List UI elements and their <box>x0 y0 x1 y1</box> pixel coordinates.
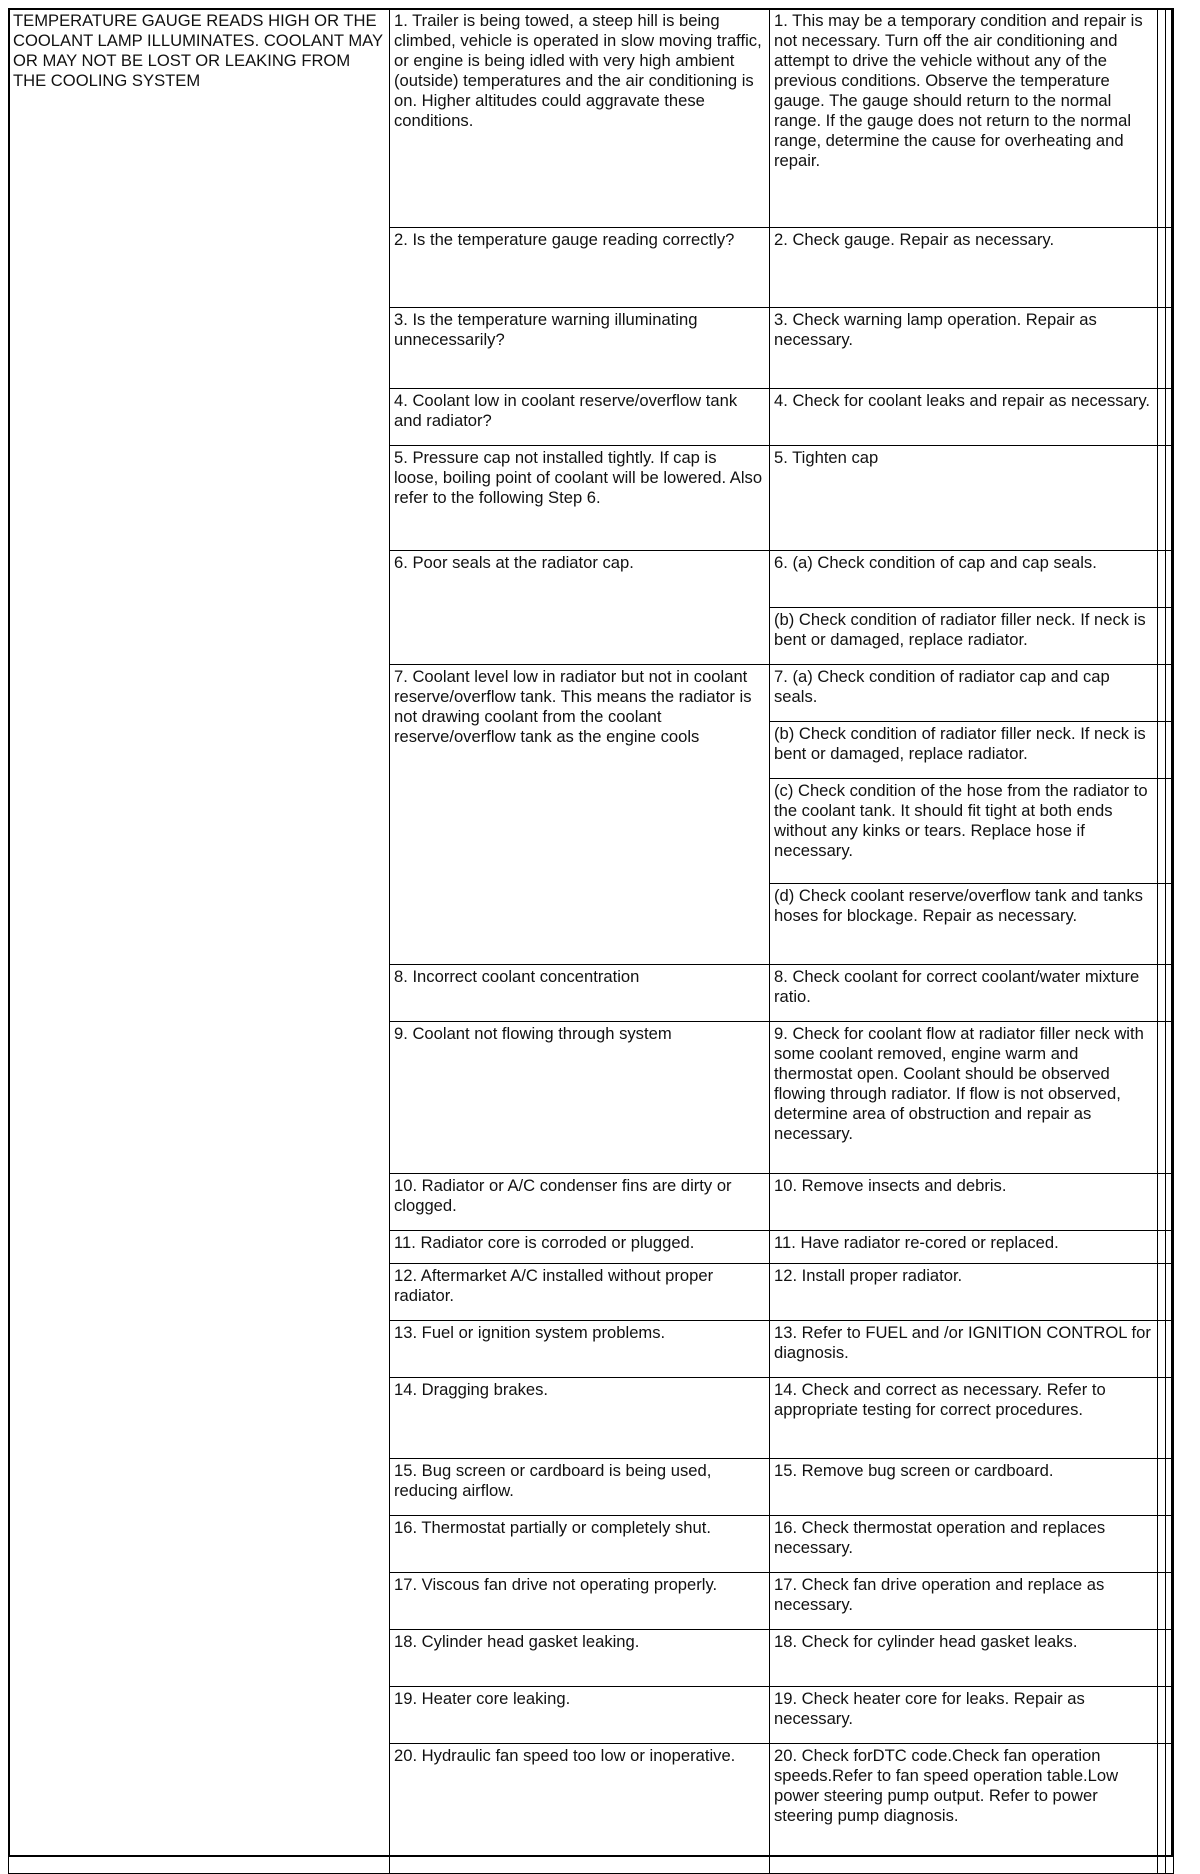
cause-cell: 16. Thermostat partially or completely shut. <box>390 1516 770 1573</box>
cause-cell: 12. Aftermarket A/C installed without proper radiator. <box>390 1264 770 1321</box>
action-cell: 13. Refer to FUEL and /or IGNITION CONTROL for diagnosis. <box>770 1321 1158 1378</box>
action-cell: (d) Check coolant reserve/overflow tank and tanks hoses for blockage. Repair as necessary. <box>770 884 1158 965</box>
cause-cell: 15. Bug screen or cardboard is being used, reducing airflow. <box>390 1459 770 1516</box>
action-cell: 20. Check forDTC code.Check fan operation speeds.Refer to fan speed operation table.Low power steering pump output. Refer to power steering pump diagnosis. <box>770 1744 1158 1874</box>
action-cell: (c) Check condition of the hose from the radiator to the coolant tank. It should fit tight at both ends without any kinks or tears. Replace hose if necessary. <box>770 779 1158 884</box>
cause-cell: 13. Fuel or ignition system problems. <box>390 1321 770 1378</box>
cause-cell: 19. Heater core leaking. <box>390 1687 770 1744</box>
cause-cell: 6. Poor seals at the radiator cap. <box>390 551 770 665</box>
action-cell: 7. (a) Check condition of radiator cap and cap seals. <box>770 665 1158 722</box>
action-cell: 16. Check thermostat operation and replaces necessary. <box>770 1516 1158 1573</box>
action-cell: 11. Have radiator re-cored or replaced. <box>770 1231 1158 1264</box>
cause-cell: 17. Viscous fan drive not operating properly. <box>390 1573 770 1630</box>
cause-cell: 3. Is the temperature warning illuminating unnecessarily? <box>390 308 770 389</box>
action-cell: 4. Check for coolant leaks and repair as necessary. <box>770 389 1158 446</box>
action-cell: (b) Check condition of radiator filler neck. If neck is bent or damaged, replace radiator. <box>770 722 1158 779</box>
action-cell: 6. (a) Check condition of cap and cap seals. <box>770 551 1158 608</box>
cause-cell: 11. Radiator core is corroded or plugged. <box>390 1231 770 1264</box>
cause-cell: 10. Radiator or A/C condenser fins are dirty or clogged. <box>390 1174 770 1231</box>
action-cell: 8. Check coolant for correct coolant/water mixture ratio. <box>770 965 1158 1022</box>
action-cell: 1. This may be a temporary condition and repair is not necessary. Turn off the air conditioning and attempt to drive the vehicle without any of the previous conditions. Observe the temperature gauge. The gauge should return to the normal range. If the gauge does not return to the normal range, determine the cause for overheating and repair. <box>770 9 1158 228</box>
action-cell: 14. Check and correct as necessary. Refer to appropriate testing for correct procedures. <box>770 1378 1158 1459</box>
action-cell: 19. Check heater core for leaks. Repair as necessary. <box>770 1687 1158 1744</box>
action-cell: 12. Install proper radiator. <box>770 1264 1158 1321</box>
action-cell: 18. Check for cylinder head gasket leaks. <box>770 1630 1158 1687</box>
action-cell: 15. Remove bug screen or cardboard. <box>770 1459 1158 1516</box>
action-cell: 17. Check fan drive operation and replace as necessary. <box>770 1573 1158 1630</box>
action-cell: 10. Remove insects and debris. <box>770 1174 1158 1231</box>
cause-cell: 2. Is the temperature gauge reading correctly? <box>390 228 770 308</box>
symptom-cell: TEMPERATURE GAUGE READS HIGH OR THE COOLANT LAMP ILLUMINATES. COOLANT MAY OR MAY NOT BE LOST OR LEAKING FROM THE COOLING SYSTEM <box>9 9 390 1874</box>
cause-cell: 14. Dragging brakes. <box>390 1378 770 1459</box>
outer-border <box>8 8 1173 1857</box>
cause-cell: 8. Incorrect coolant concentration <box>390 965 770 1022</box>
cause-cell: 9. Coolant not flowing through system <box>390 1022 770 1174</box>
cause-cell: 1. Trailer is being towed, a steep hill is being climbed, vehicle is operated in slow moving traffic, or engine is being idled with very high ambient (outside) temperatures and the air conditioning is on. Higher altitudes could aggravate these conditions. <box>390 9 770 228</box>
action-cell: 9. Check for coolant flow at radiator filler neck with some coolant removed, engine warm and thermostat open. Coolant should be observed flowing through radiator. If flow is not observed, determine area of obstruction and repair as necessary. <box>770 1022 1158 1174</box>
action-cell: 5. Tighten cap <box>770 446 1158 551</box>
cause-cell: 4. Coolant low in coolant reserve/overflow tank and radiator? <box>390 389 770 446</box>
cause-cell: 20. Hydraulic fan speed too low or inoperative. <box>390 1744 770 1874</box>
cause-cell: 5. Pressure cap not installed tightly. If cap is loose, boiling point of coolant will be lowered. Also refer to the following Step 6. <box>390 446 770 551</box>
cause-cell: 7. Coolant level low in radiator but not in coolant reserve/overflow tank. This means the radiator is not drawing coolant from the coolant reserve/overflow tank as the engine cools <box>390 665 770 965</box>
action-cell: 3. Check warning lamp operation. Repair as necessary. <box>770 308 1158 389</box>
action-cell: 2. Check gauge. Repair as necessary. <box>770 228 1158 308</box>
cause-cell: 18. Cylinder head gasket leaking. <box>390 1630 770 1687</box>
action-cell: (b) Check condition of radiator filler neck. If neck is bent or damaged, replace radiator. <box>770 608 1158 665</box>
